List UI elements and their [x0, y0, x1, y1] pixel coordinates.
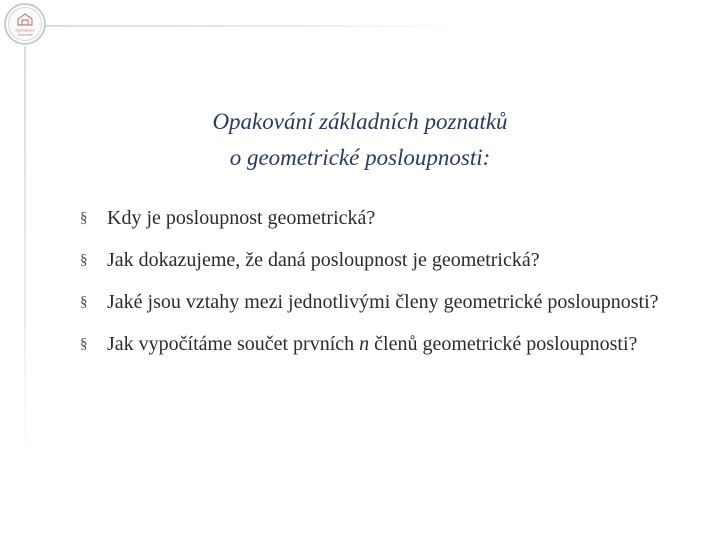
list-item-text: Jaké jsou vztahy mezi jednotlivými členy geometrické posloupnosti?	[107, 291, 659, 313]
list-item-text: Kdy je posloupnost geometrická?	[107, 207, 376, 229]
list-item	[80, 331, 680, 357]
school-logo-icon	[3, 2, 47, 46]
logo-text-top: Gymnázium	[15, 28, 35, 33]
list-item	[80, 205, 680, 231]
logo-text-bottom: Kromwell	[17, 33, 33, 37]
question-list	[80, 205, 680, 373]
list-item-text-before: Jak vypočítáme součet prvních	[107, 333, 360, 355]
variable-n: n	[359, 333, 370, 355]
list-item-text-after: členů geometrické posloupnosti?	[369, 333, 638, 355]
bullet-icon: §	[80, 336, 88, 352]
bullet-icon: §	[80, 252, 88, 268]
list-item	[80, 247, 680, 273]
bullet-icon: §	[80, 294, 88, 310]
title-line-1: Opakování základních poznatků	[212, 109, 508, 134]
list-item-text: Jak dokazujeme, že daná posloupnost je geometrická?	[107, 249, 540, 271]
bullet-icon: §	[80, 210, 88, 226]
slide-title	[0, 104, 720, 176]
frame-line-horizontal	[44, 25, 464, 27]
list-item	[80, 289, 680, 315]
title-line-2: o geometrické posloupnosti:	[229, 145, 491, 170]
